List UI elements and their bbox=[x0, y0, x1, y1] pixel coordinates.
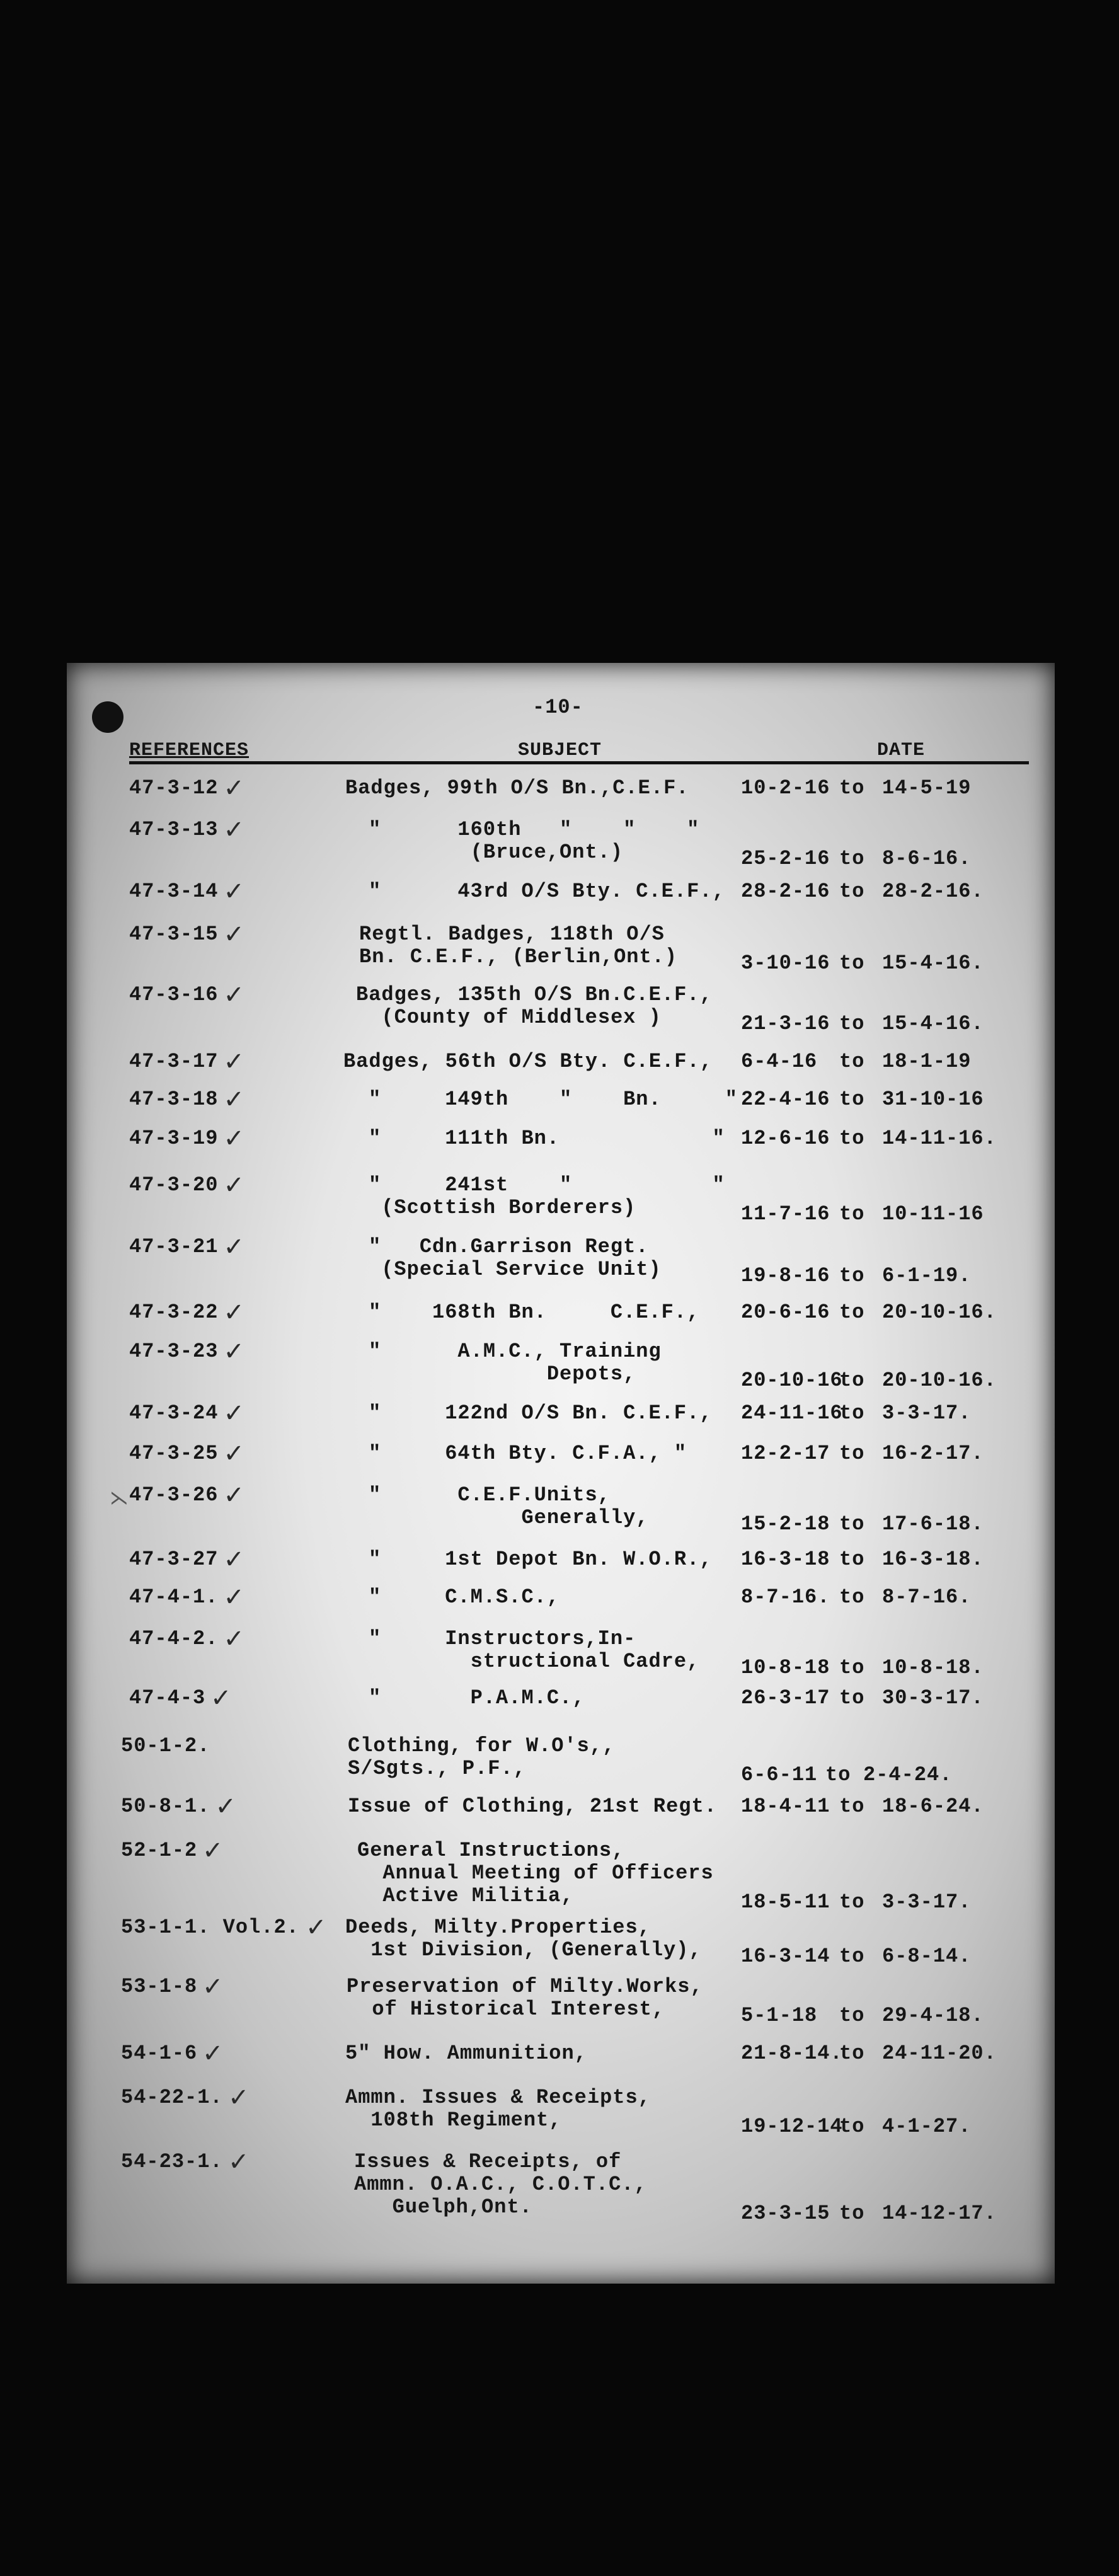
date-to: 18-1-19 bbox=[882, 1050, 972, 1073]
date-from: 12-2-17 bbox=[741, 1442, 830, 1465]
date-to: 6-1-19. bbox=[882, 1264, 972, 1287]
reference-code: 47-4-3 bbox=[129, 1686, 206, 1710]
header-date: DATE bbox=[877, 740, 926, 761]
subject-line: Badges, 99th O/S Bn.,C.E.F. bbox=[345, 776, 689, 800]
reference-code: 50-1-2. bbox=[121, 1734, 210, 1757]
reference-code: 54-23-1. bbox=[121, 2150, 223, 2173]
date-to: 14-11-16. bbox=[882, 1127, 997, 1150]
reference-code: 54-1-6 bbox=[121, 2042, 198, 2065]
subject-line: (Scottish Borderers) bbox=[369, 1196, 636, 1219]
date-from: 18-5-11 bbox=[741, 1890, 830, 1914]
tick-mark: ✓ bbox=[223, 1233, 245, 1262]
date-from: 8-7-16. bbox=[741, 1585, 830, 1609]
date-from: 19-12-14 bbox=[741, 2115, 843, 2138]
date-to-word: to bbox=[839, 2042, 865, 2065]
subject-line: " 111th Bn. " bbox=[369, 1127, 725, 1150]
tick-mark: ✓ bbox=[223, 1047, 245, 1076]
subject-line: Ammn. Issues & Receipts, bbox=[345, 2086, 651, 2109]
tick-mark: ✓ bbox=[223, 980, 245, 1009]
date-from: 15-2-18 bbox=[741, 1512, 830, 1536]
date-from: 25-2-16 bbox=[741, 847, 830, 870]
subject-line: " P.A.M.C., bbox=[369, 1686, 585, 1710]
date-to-word: to bbox=[839, 2004, 865, 2027]
tick-mark: ✓ bbox=[228, 2148, 250, 2176]
date-to: 31-10-16 bbox=[882, 1088, 984, 1111]
reference-code: 47-3-20 bbox=[129, 1173, 219, 1197]
tick-mark: ✓ bbox=[215, 1792, 237, 1821]
date-to: 17-6-18. bbox=[882, 1512, 984, 1536]
date-to-word: to bbox=[839, 1795, 865, 1818]
reference-code: 47-3-16 bbox=[129, 983, 219, 1006]
date-to-word: to bbox=[839, 1401, 865, 1425]
subject-line: Preservation of Milty.Works, bbox=[347, 1975, 703, 1998]
reference-code: 50-8-1. bbox=[121, 1795, 210, 1818]
date-to-word: to bbox=[839, 1012, 865, 1035]
subject-line: Issue of Clothing, 21st Regt. bbox=[348, 1795, 717, 1818]
tick-mark: ✓ bbox=[202, 1836, 224, 1865]
date-to-word: to bbox=[839, 1442, 865, 1465]
tick-mark: ✓ bbox=[223, 1124, 245, 1153]
date-to: 8-6-16. bbox=[882, 847, 972, 870]
date-from: 6-4-16 bbox=[741, 1050, 818, 1073]
reference-code: 47-3-15 bbox=[129, 923, 219, 946]
reference-code: 47-3-25 bbox=[129, 1442, 219, 1465]
date-from: 21-8-14. bbox=[741, 2042, 843, 2065]
tick-mark: ✓ bbox=[223, 1085, 245, 1114]
date-to: 30-3-17. bbox=[882, 1686, 984, 1710]
date-from: 21-3-16 bbox=[741, 1012, 830, 1035]
subject-line: General Instructions, bbox=[357, 1839, 625, 1862]
date-to: 10-8-18. bbox=[882, 1656, 984, 1679]
subject-line: of Historical Interest, bbox=[347, 1998, 665, 2021]
date-to-word: to bbox=[839, 1686, 865, 1710]
tick-mark: ✓ bbox=[223, 815, 245, 844]
reference-code: 47-4-1. bbox=[129, 1585, 219, 1609]
reference-code: 47-3-24 bbox=[129, 1401, 219, 1425]
date-from: 18-4-11 bbox=[741, 1795, 830, 1818]
reference-code: 47-3-17 bbox=[129, 1050, 219, 1073]
date-from: 10-8-18 bbox=[741, 1656, 830, 1679]
date-from: 23-3-15 bbox=[741, 2202, 830, 2225]
tick-mark: ✓ bbox=[223, 1399, 245, 1428]
tick-mark: ✓ bbox=[210, 1684, 232, 1713]
date-to: 8-7-16. bbox=[882, 1585, 972, 1609]
reference-code: 47-4-2. bbox=[129, 1627, 219, 1650]
subject-line: " 43rd O/S Bty. C.E.F., bbox=[369, 880, 725, 903]
subject-line: Guelph,Ont. bbox=[354, 2195, 532, 2219]
reference-code: 47-3-27 bbox=[129, 1548, 219, 1571]
date-to-word: to bbox=[839, 880, 865, 903]
tick-mark: ✓ bbox=[306, 1913, 327, 1942]
date-to-word: to bbox=[839, 1548, 865, 1571]
date-to: 20-10-16. bbox=[882, 1369, 997, 1392]
date-from: 12-6-16 bbox=[741, 1127, 830, 1150]
tick-mark: ✓ bbox=[223, 774, 245, 803]
subject-line: Regtl. Badges, 118th O/S bbox=[359, 923, 665, 946]
date-to-word: to bbox=[839, 1127, 865, 1150]
reference-code: 47-3-21 bbox=[129, 1235, 219, 1258]
date-to-word: to bbox=[839, 1890, 865, 1914]
date-to: 29-4-18. bbox=[882, 2004, 984, 2027]
subject-line: S/Sgts., P.F., bbox=[348, 1757, 526, 1780]
date-from: 20-10-16 bbox=[741, 1369, 843, 1392]
date-to-word: to bbox=[839, 1264, 865, 1287]
subject-line: Badges, 56th O/S Bty. C.E.F., bbox=[343, 1050, 713, 1073]
tick-mark: ✓ bbox=[202, 2039, 224, 2068]
tick-mark: ✓ bbox=[223, 1624, 245, 1653]
date-from: 3-10-16 bbox=[741, 952, 830, 975]
date-to-word: to bbox=[839, 1512, 865, 1536]
date-from: 6-6-11 bbox=[741, 1763, 818, 1786]
tick-mark: ✓ bbox=[223, 1337, 245, 1366]
subject-line: " 149th " Bn. " bbox=[369, 1088, 738, 1111]
date-to-word: to bbox=[839, 1656, 865, 1679]
header-references: REFERENCES bbox=[129, 740, 250, 761]
date-from: 11-7-16 bbox=[741, 1202, 830, 1226]
subject-line: Generally, bbox=[369, 1506, 649, 1529]
date-from: 19-8-16 bbox=[741, 1264, 830, 1287]
reference-code: 47-3-19 bbox=[129, 1127, 219, 1150]
date-to: 6-8-14. bbox=[882, 1945, 972, 1968]
date-to-word: to bbox=[825, 1763, 851, 1786]
date-from: 26-3-17 bbox=[741, 1686, 830, 1710]
date-to-word: to bbox=[839, 2202, 865, 2225]
subject-line: " A.M.C., Training bbox=[369, 1340, 662, 1363]
reference-code: 53-1-1. Vol.2. bbox=[121, 1916, 299, 1939]
date-to: 16-2-17. bbox=[882, 1442, 984, 1465]
reference-code: 47-3-23 bbox=[129, 1340, 219, 1363]
date-to: 15-4-16. bbox=[882, 952, 984, 975]
subject-line: Annual Meeting of Officers bbox=[357, 1861, 714, 1885]
date-to: 14-12-17. bbox=[882, 2202, 997, 2225]
date-to: 3-3-17. bbox=[882, 1401, 972, 1425]
subject-line: " C.M.S.C., bbox=[369, 1585, 560, 1609]
tick-mark: ✓ bbox=[223, 877, 245, 906]
date-to: 16-3-18. bbox=[882, 1548, 984, 1571]
date-to-word: to bbox=[839, 1301, 865, 1324]
date-to: 4-1-27. bbox=[882, 2115, 972, 2138]
subject-line: (Bruce,Ont.) bbox=[369, 841, 624, 864]
header-rule bbox=[129, 761, 1029, 764]
subject-line: structional Cadre, bbox=[369, 1650, 700, 1673]
subject-line: Badges, 135th O/S Bn.C.E.F., bbox=[356, 983, 713, 1006]
subject-line: Active Militia, bbox=[357, 1884, 574, 1907]
subject-line: 5" How. Ammunition, bbox=[345, 2042, 587, 2065]
subject-line: 108th Regiment, bbox=[345, 2108, 562, 2132]
subject-line: Issues & Receipts, of bbox=[354, 2150, 622, 2173]
tick-mark: ✓ bbox=[223, 1481, 245, 1510]
tick-mark: ✓ bbox=[223, 920, 245, 949]
tick-mark: ✓ bbox=[223, 1583, 245, 1612]
subject-line: 1st Division, (Generally), bbox=[345, 1938, 702, 1962]
reference-code: 47-3-13 bbox=[129, 818, 219, 841]
subject-line: " 241st " " bbox=[369, 1173, 725, 1197]
date-to-word: to bbox=[839, 1050, 865, 1073]
tick-mark: ✓ bbox=[223, 1298, 245, 1327]
reference-code: 47-3-22 bbox=[129, 1301, 219, 1324]
tick-mark: ✓ bbox=[223, 1171, 245, 1200]
date-to-word: to bbox=[839, 1088, 865, 1111]
reference-code: 54-22-1. bbox=[121, 2086, 223, 2109]
subject-line: Clothing, for W.O's,, bbox=[348, 1734, 616, 1757]
date-from: 28-2-16 bbox=[741, 880, 830, 903]
date-to-word: to bbox=[839, 1585, 865, 1609]
date-from: 16-3-18 bbox=[741, 1548, 830, 1571]
header-subject: SUBJECT bbox=[518, 740, 602, 761]
punch-hole bbox=[92, 701, 123, 733]
subject-line: (County of Middlesex ) bbox=[356, 1006, 662, 1029]
date-to: 20-10-16. bbox=[882, 1301, 997, 1324]
date-from: 22-4-16 bbox=[741, 1088, 830, 1111]
date-to-word: to bbox=[839, 776, 865, 800]
reference-code: 53-1-8 bbox=[121, 1975, 198, 1998]
subject-line: " C.E.F.Units, bbox=[369, 1483, 611, 1507]
tick-mark: ✓ bbox=[228, 2083, 250, 2112]
reference-code: 47-3-18 bbox=[129, 1088, 219, 1111]
date-from: 16-3-14 bbox=[741, 1945, 830, 1968]
subject-line: Deeds, Milty.Properties, bbox=[345, 1916, 651, 1939]
tick-mark: ✓ bbox=[223, 1439, 245, 1468]
date-from: 10-2-16 bbox=[741, 776, 830, 800]
subject-line: " Instructors,In- bbox=[369, 1627, 636, 1650]
date-to: 10-11-16 bbox=[882, 1202, 984, 1226]
date-from: 20-6-16 bbox=[741, 1301, 830, 1324]
page-number: -10- bbox=[532, 696, 583, 719]
subject-line: " 160th " " " bbox=[369, 818, 700, 841]
subject-line: " 122nd O/S Bn. C.E.F., bbox=[369, 1401, 713, 1425]
date-to-word: to bbox=[839, 1369, 865, 1392]
subject-line: " 168th Bn. C.E.F., bbox=[369, 1301, 700, 1324]
subject-line: (Special Service Unit) bbox=[369, 1258, 662, 1281]
date-to: 2-4-24. bbox=[863, 1763, 953, 1786]
subject-line: Depots, bbox=[369, 1362, 636, 1386]
date-to-word: to bbox=[839, 1202, 865, 1226]
subject-line: " 64th Bty. C.F.A., " bbox=[369, 1442, 687, 1465]
date-to-word: to bbox=[839, 2115, 865, 2138]
subject-line: " 1st Depot Bn. W.O.R., bbox=[369, 1548, 713, 1571]
reference-code: 47-3-14 bbox=[129, 880, 219, 903]
date-to: 28-2-16. bbox=[882, 880, 984, 903]
date-to: 14-5-19 bbox=[882, 776, 972, 800]
date-to-word: to bbox=[839, 952, 865, 975]
date-to: 24-11-20. bbox=[882, 2042, 997, 2065]
date-to: 3-3-17. bbox=[882, 1890, 972, 1914]
tick-mark: ✓ bbox=[202, 1972, 224, 2001]
reference-code: 47-3-12 bbox=[129, 776, 219, 800]
reference-code: 52-1-2 bbox=[121, 1839, 198, 1862]
date-to: 15-4-16. bbox=[882, 1012, 984, 1035]
margin-mark: ⋋ bbox=[110, 1487, 129, 1509]
date-from: 5-1-18 bbox=[741, 2004, 818, 2027]
subject-line: Bn. C.E.F., (Berlin,Ont.) bbox=[359, 945, 678, 969]
date-from: 24-11-16 bbox=[741, 1401, 843, 1425]
tick-mark: ✓ bbox=[223, 1545, 245, 1574]
reference-code: 47-3-26 bbox=[129, 1483, 219, 1507]
date-to: 18-6-24. bbox=[882, 1795, 984, 1818]
date-to-word: to bbox=[839, 847, 865, 870]
date-to-word: to bbox=[839, 1945, 865, 1968]
subject-line: Ammn. O.A.C., C.O.T.C., bbox=[354, 2173, 647, 2196]
subject-line: " Cdn.Garrison Regt. bbox=[369, 1235, 649, 1258]
